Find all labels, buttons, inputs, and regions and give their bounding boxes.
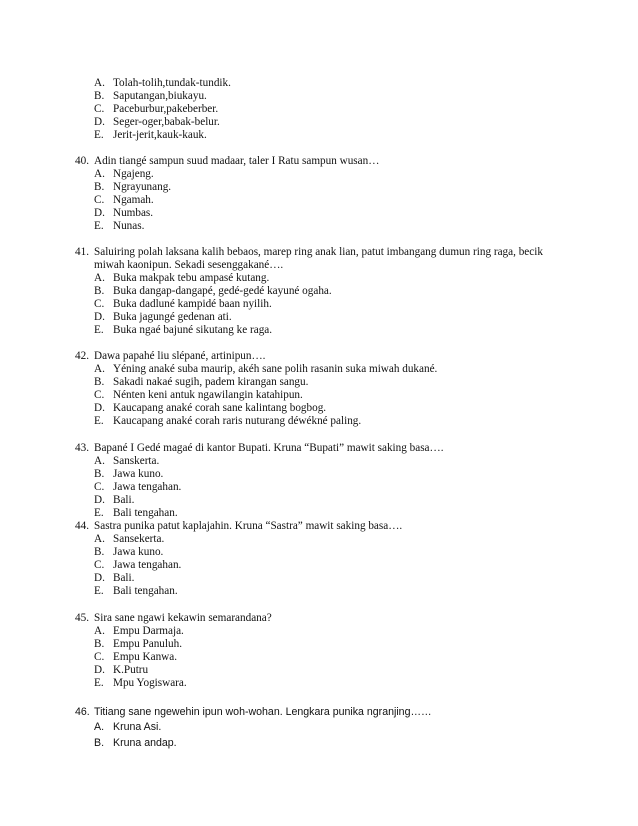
option-row: [0, 116, 638, 129]
question-number: 43.: [75, 442, 89, 454]
option-text: Sakadi nakaé sugih, padem kirangan sangu.: [113, 376, 309, 388]
option-row: [0, 625, 638, 638]
option-row: [0, 129, 638, 142]
question-row: [0, 259, 638, 272]
option-text: Jawa tengahan.: [113, 481, 182, 493]
option-row: [0, 285, 638, 298]
option-text: Ngajeng.: [113, 168, 154, 180]
option-row: [0, 737, 638, 750]
option-letter: B.: [94, 285, 105, 297]
option-letter: A.: [94, 533, 105, 545]
option-row: [0, 585, 638, 598]
option-row: [0, 363, 638, 376]
option-row: [0, 402, 638, 415]
option-text: Jawa tengahan.: [113, 559, 182, 571]
option-row: [0, 468, 638, 481]
option-text: Empu Darmaja.: [113, 625, 184, 637]
option-text: Buka ngaé bajuné sikutang ke raga.: [113, 324, 273, 336]
option-letter: C.: [94, 103, 105, 115]
option-text: Sansekerta.: [113, 533, 165, 545]
option-letter: D.: [94, 402, 105, 414]
option-row: [0, 559, 638, 572]
option-letter: B.: [94, 181, 105, 193]
question-text: Sastra punika patut kaplajahin. Kruna “Sastra” mawit saking basa….: [94, 520, 403, 532]
option-row: [0, 572, 638, 585]
option-text: Empu Panuluh.: [113, 638, 182, 650]
option-text: Seger-oger,babak-belur.: [113, 116, 220, 128]
question-row: [0, 155, 638, 168]
option-text: Yéning anaké suba maurip, akéh sane polih rasanin suka miwah dukané.: [113, 363, 438, 375]
option-letter: A.: [94, 455, 105, 467]
option-letter: B.: [94, 638, 105, 650]
option-text: Nunas.: [113, 220, 145, 232]
option-letter: C.: [94, 298, 105, 310]
option-letter: B.: [94, 737, 105, 749]
option-text: Bali.: [113, 572, 135, 584]
option-row: [0, 389, 638, 402]
option-letter: E.: [94, 677, 104, 689]
option-row: [0, 220, 638, 233]
question-text: miwah kaonipun. Sekadi sesenggakané….: [94, 259, 284, 271]
question-number: 44.: [75, 520, 89, 532]
option-text: Bali.: [113, 494, 135, 506]
option-row: [0, 546, 638, 559]
question-row: [0, 520, 638, 533]
option-text: Buka makpak tebu ampasé kutang.: [113, 272, 270, 284]
option-row: [0, 507, 638, 520]
question-number: 45.: [75, 612, 89, 624]
option-letter: D.: [94, 207, 105, 219]
option-text: Kruna Asi.: [113, 721, 162, 733]
option-letter: A.: [94, 721, 105, 733]
option-row: [0, 721, 638, 734]
option-row: [0, 664, 638, 677]
option-text: Ngamah.: [113, 194, 154, 206]
option-row: [0, 298, 638, 311]
option-letter: C.: [94, 194, 105, 206]
option-text: Nénten keni antuk ngawilangin katahipun.: [113, 389, 303, 401]
option-text: Sanskerta.: [113, 455, 160, 467]
option-letter: E.: [94, 220, 104, 232]
option-text: Jawa kuno.: [113, 468, 164, 480]
option-letter: C.: [94, 651, 105, 663]
option-row: [0, 638, 638, 651]
question-text: Saluiring polah laksana kalih bebaos, marep ring anak lian, patut imbangang dumun ring raga, becik: [94, 246, 543, 258]
option-letter: D.: [94, 116, 105, 128]
option-row: [0, 168, 638, 181]
option-letter: C.: [94, 389, 105, 401]
option-text: K.Putru: [113, 664, 149, 676]
question-row: [0, 350, 638, 363]
option-row: [0, 311, 638, 324]
option-row: [0, 90, 638, 103]
option-text: Tolah-tolih,tundak-tundik.: [113, 77, 231, 89]
option-text: Buka jagungé gedenan ati.: [113, 311, 232, 323]
option-text: Bali tengahan.: [113, 507, 178, 519]
option-row: [0, 181, 638, 194]
option-letter: B.: [94, 546, 105, 558]
option-letter: D.: [94, 311, 105, 323]
option-text: Empu Kanwa.: [113, 651, 178, 663]
option-letter: A.: [94, 168, 105, 180]
option-letter: A.: [94, 77, 105, 89]
question-number: 42.: [75, 350, 89, 362]
option-letter: B.: [94, 468, 105, 480]
question-text: Bapané I Gedé magaé di kantor Bupati. Kruna “Bupati” mawit saking basa….: [94, 442, 444, 454]
question-number: 40.: [75, 155, 89, 167]
option-row: [0, 376, 638, 389]
option-letter: D.: [94, 572, 105, 584]
option-letter: A.: [94, 363, 105, 375]
option-row: [0, 455, 638, 468]
option-text: Kaucapang anaké corah raris nuturang déwékné paling.: [113, 415, 362, 427]
question-row: [0, 706, 638, 719]
option-text: Mpu Yogiswara.: [113, 677, 187, 689]
question-number: 46.: [75, 706, 90, 718]
option-letter: D.: [94, 664, 105, 676]
option-letter: E.: [94, 585, 104, 597]
option-text: Buka dadluné kampidé baan nyilih.: [113, 298, 272, 310]
option-row: [0, 207, 638, 220]
option-text: Kaucapang anaké corah sane kalintang bogbog.: [113, 402, 327, 414]
option-text: Buka dangap-dangapé, gedé-gedé kayuné ogaha.: [113, 285, 332, 297]
option-text: Numbas.: [113, 207, 154, 219]
option-letter: E.: [94, 129, 104, 141]
question-text: Dawa papahé liu slépané, artinipun….: [94, 350, 266, 362]
option-row: [0, 533, 638, 546]
question-text: Titiang sane ngewehin ipun woh-wohan. Lengkara punika ngranjing……: [94, 706, 432, 718]
option-letter: A.: [94, 272, 105, 284]
question-row: [0, 246, 638, 259]
option-row: [0, 481, 638, 494]
option-row: [0, 677, 638, 690]
option-row: [0, 103, 638, 116]
option-row: [0, 324, 638, 337]
option-letter: D.: [94, 494, 105, 506]
option-row: [0, 651, 638, 664]
option-letter: B.: [94, 90, 105, 102]
option-row: [0, 272, 638, 285]
option-letter: C.: [94, 481, 105, 493]
option-text: Bali tengahan.: [113, 585, 178, 597]
question-text: Adin tiangé sampun suud madaar, taler I Ratu sampun wusan…: [94, 155, 380, 167]
option-text: Ngrayunang.: [113, 181, 172, 193]
option-row: [0, 194, 638, 207]
option-row: [0, 494, 638, 507]
option-text: Saputangan,biukayu.: [113, 90, 207, 102]
option-letter: C.: [94, 559, 105, 571]
question-row: [0, 442, 638, 455]
option-letter: E.: [94, 507, 104, 519]
option-letter: E.: [94, 324, 104, 336]
option-text: Jerit-jerit,kauk-kauk.: [113, 129, 207, 141]
question-number: 41.: [75, 246, 89, 258]
question-text: Sira sane ngawi kekawin semarandana?: [94, 612, 272, 624]
option-letter: A.: [94, 625, 105, 637]
option-letter: B.: [94, 376, 105, 388]
option-row: [0, 77, 638, 90]
option-text: Jawa kuno.: [113, 546, 164, 558]
option-letter: E.: [94, 415, 104, 427]
option-row: [0, 415, 638, 428]
option-text: Kruna andap.: [113, 737, 177, 749]
question-row: [0, 612, 638, 625]
option-text: Paceburbur,pakeberber.: [113, 103, 219, 115]
